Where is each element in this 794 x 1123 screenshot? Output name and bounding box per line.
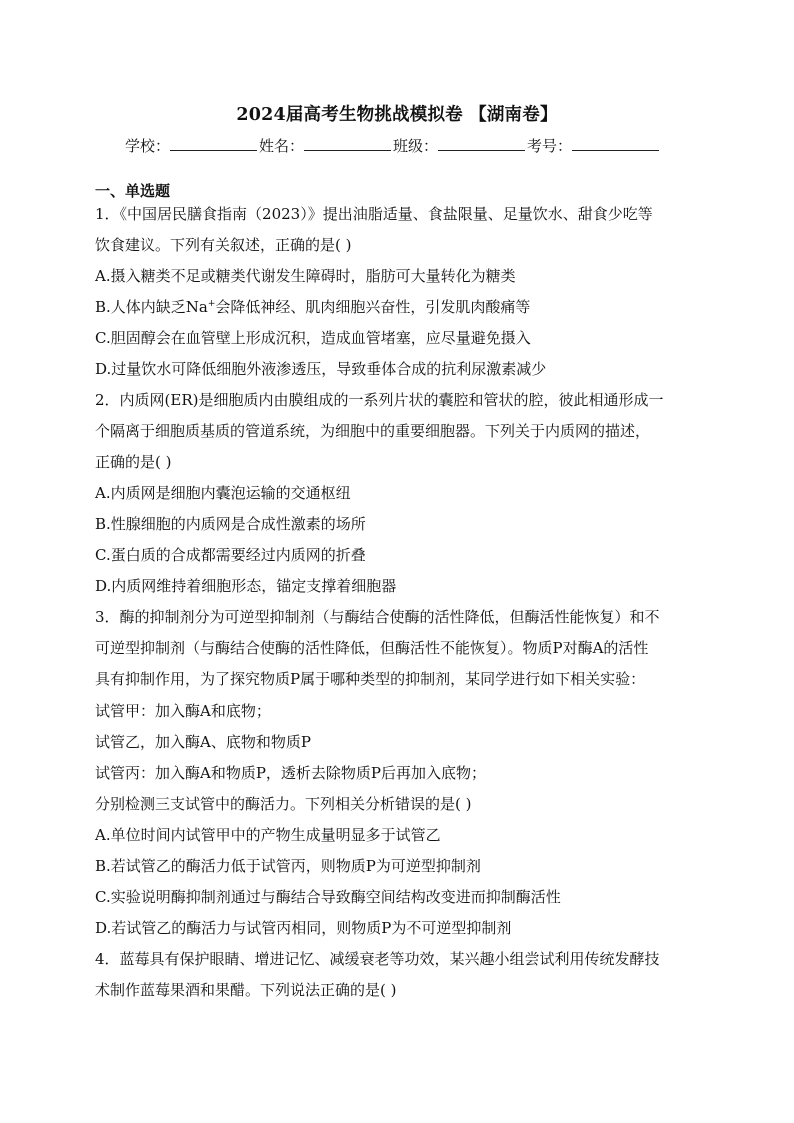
q3-stem-line-6: 试管丙：加入酶A和物质P，透析去除物质P后再加入底物； (95, 764, 487, 782)
q3-stem-line-1: 3．酶的抑制剂分为可逆型抑制剂（与酶结合使酶的活性降低，但酶活性能恢复）和不 (95, 608, 660, 626)
q1-option-b (95, 296, 705, 318)
q2-stem-line-1: 2．内质网(ER)是细胞质内由膜组成的一系列片状的囊腔和管状的腔，彼此相通形成一 (95, 391, 664, 409)
exam-no-label: 考号： (527, 137, 573, 155)
q3-stem-line-3: 具有抑制作用，为了探究物质P属于哪种类型的抑制剂，某同学进行如下相关实验： (95, 670, 646, 688)
q4-stem-line-2: 术制作蓝莓果酒和果醋。下列说法正确的是( ) (95, 981, 397, 999)
exam-no-blank (572, 136, 659, 151)
class-blank (438, 136, 525, 151)
section-title: 一、单选题 (95, 182, 171, 200)
page-title: 2024届高考生物挑战模拟卷 【湖南卷】 (236, 105, 558, 125)
q2-stem-line-2: 个隔离于细胞质基质的管道系统，为细胞中的重要细胞器。下列关于内质网的描述， (95, 422, 651, 440)
q2-option-d: D.内质网维持着细胞形态，锚定支撑着细胞器 (95, 577, 397, 595)
q1-stem-line-1: 1．《中国居民膳食指南（2023）》提出油脂适量、食盐限量、足量饮水、甜食少吃等 (95, 205, 653, 223)
q3-stem-line-2: 可逆型抑制剂（与酶结合使酶的活性降低，但酶活性不能恢复）。物质P对酶A的活性 (95, 639, 649, 657)
q2-stem-line-3: 正确的是( ) (95, 453, 172, 471)
class-label: 班级： (393, 137, 439, 155)
q1-stem-line-2: 饮食建议。下列有关叙述，正确的是( ) (95, 236, 352, 254)
q1-option-b-pre: B.人体内缺乏Na (95, 298, 208, 316)
q3-option-a: A.单位时间内试管甲中的产物生成量明显多于试管乙 (95, 826, 441, 844)
name-label: 姓名： (259, 137, 305, 155)
q1-option-b-post: 会降低神经、肌肉细胞兴奋性，引发肌肉酸痛等 (215, 298, 531, 316)
student-info-row (125, 135, 685, 157)
q2-option-a: A.内质网是细胞内囊泡运输的交通枢纽 (95, 484, 351, 502)
q4-stem-line-1: 4．蓝莓具有保护眼睛、增进记忆、减缓衰老等功效，某兴趣小组尝试利用传统发酵技 (95, 950, 660, 968)
q3-option-d: D.若试管乙的酶活力与试管丙相同，则物质P为不可逆型抑制剂 (95, 919, 512, 937)
q3-stem-line-7: 分别检测三支试管中的酶活力。下列相关分析错误的是( ) (95, 795, 472, 813)
q2-option-b: B.性腺细胞的内质网是合成性激素的场所 (95, 515, 366, 533)
q3-option-c: C.实验说明酶抑制剂通过与酶结合导致酶空间结构改变进而抑制酶活性 (95, 888, 561, 906)
q1-option-a: A.摄入糖类不足或糖类代谢发生障碍时，脂肪可大量转化为糖类 (95, 267, 516, 285)
name-blank (304, 136, 391, 151)
q3-option-b: B.若试管乙的酶活力低于试管丙，则物质P为可逆型抑制剂 (95, 857, 481, 875)
q1-option-d: D.过量饮水可降低细胞外液渗透压，导致垂体合成的抗利尿激素减少 (95, 360, 547, 378)
q3-stem-line-4: 试管甲：加入酶A和底物； (95, 702, 271, 720)
q2-option-c: C.蛋白质的合成都需要经过内质网的折叠 (95, 546, 366, 564)
school-blank (170, 136, 257, 151)
q3-stem-line-5: 试管乙，加入酶A、底物和物质P (95, 733, 311, 751)
school-label: 学校： (125, 137, 171, 155)
q1-option-b-sup: + (207, 299, 216, 309)
q1-option-c: C.胆固醇会在血管壁上形成沉积，造成血管堵塞，应尽量避免摄入 (95, 329, 531, 347)
